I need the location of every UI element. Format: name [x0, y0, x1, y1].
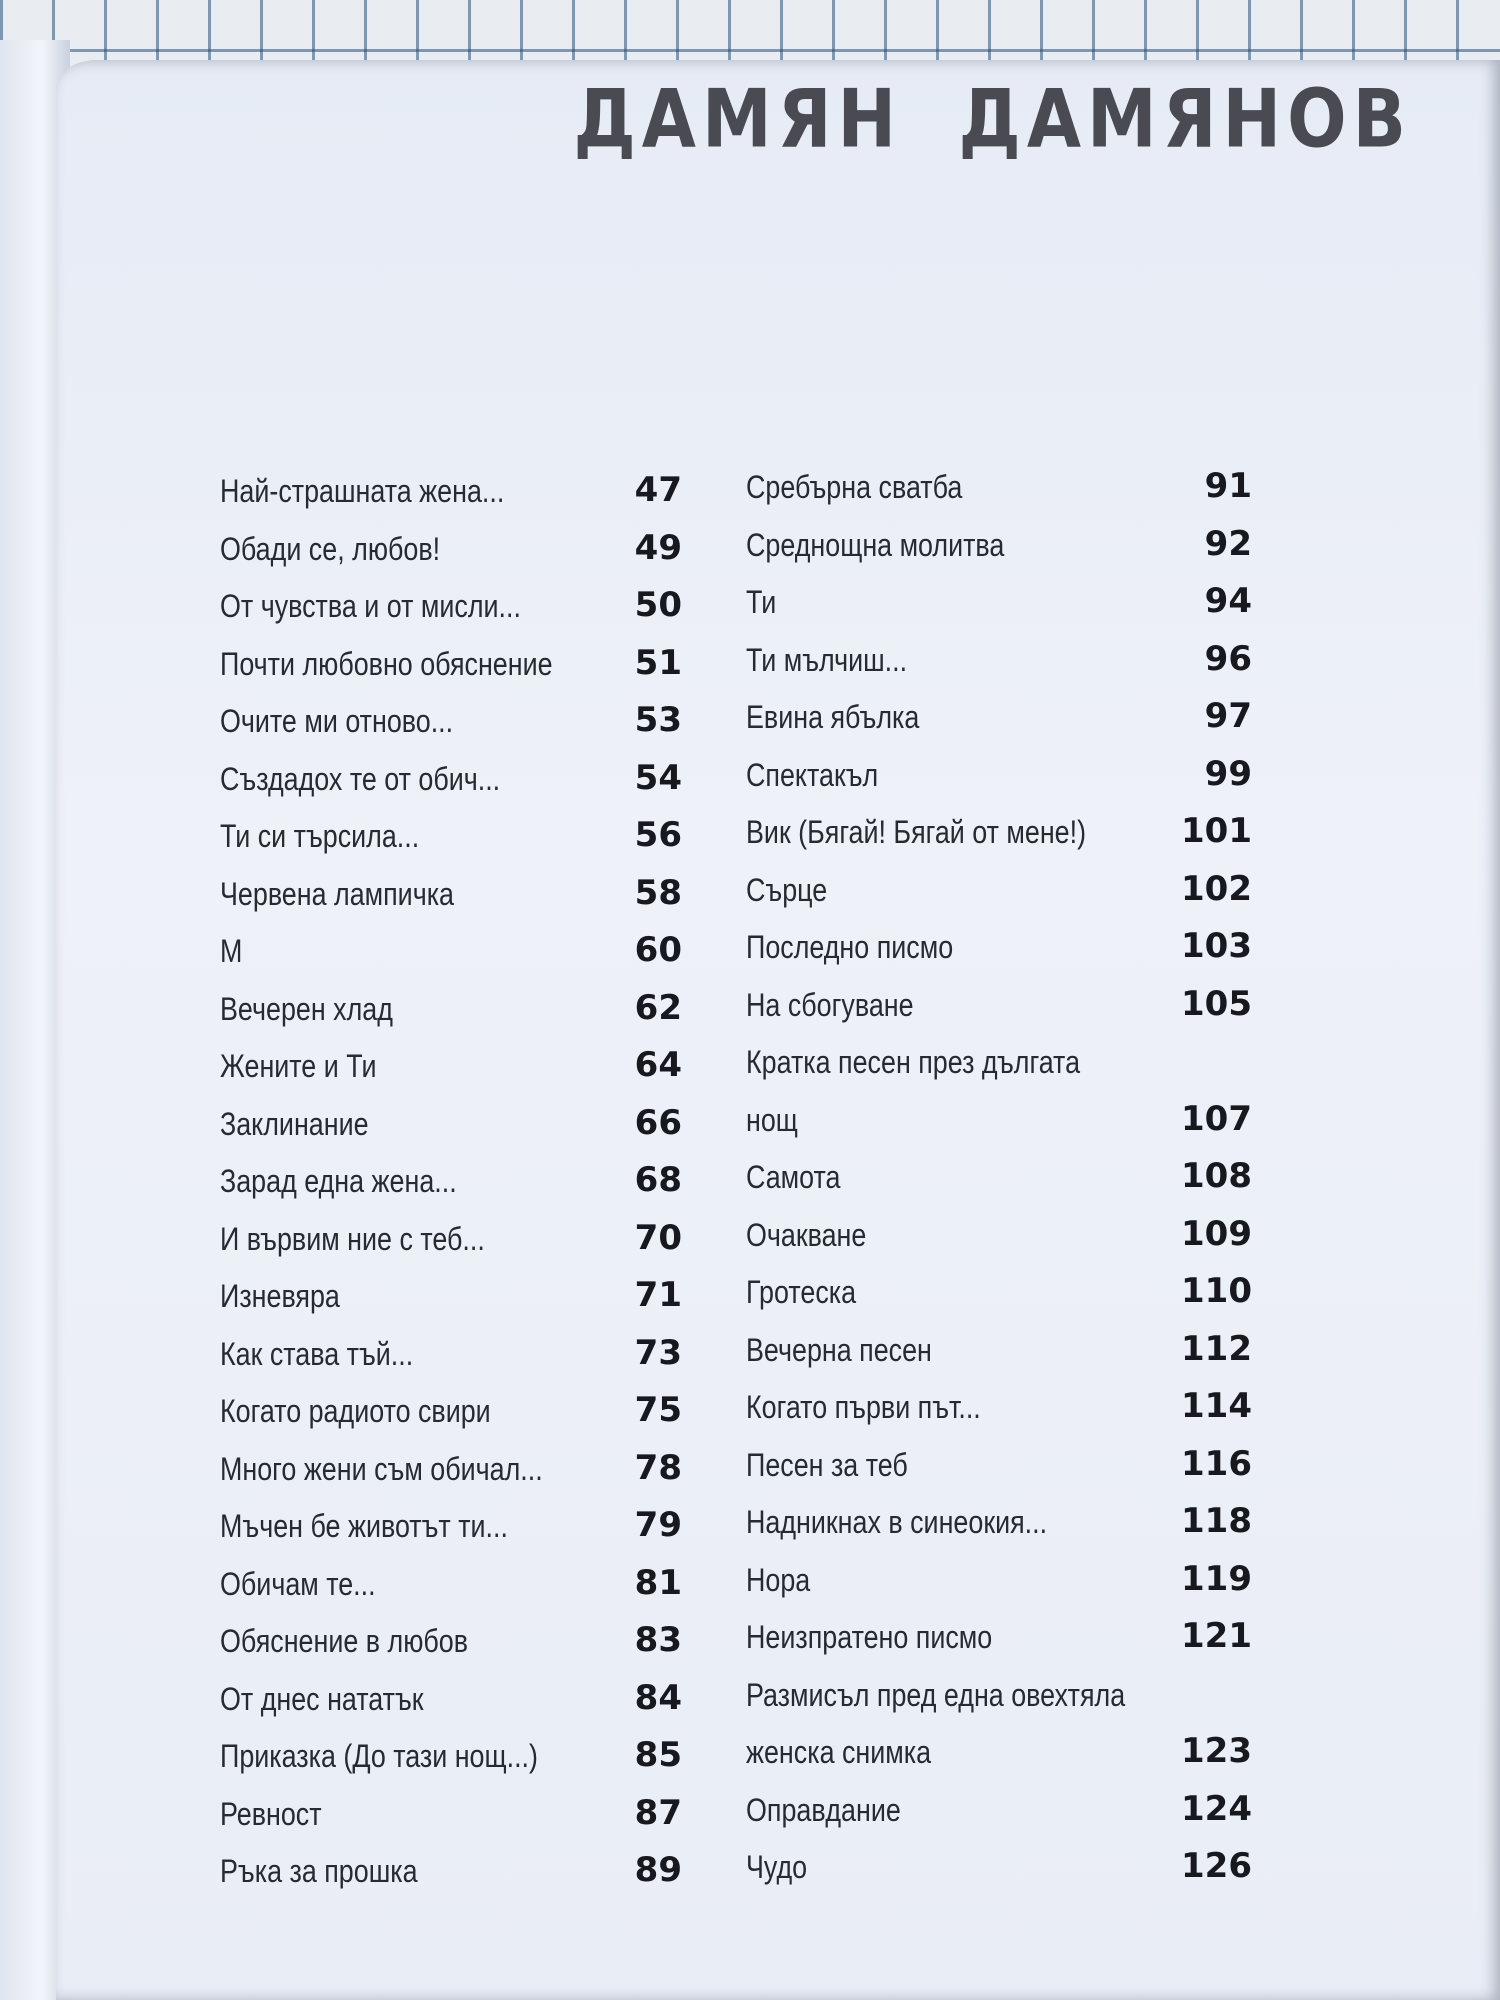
toc-entry: [220, 1329, 682, 1379]
toc-entry-page: 94: [1204, 581, 1252, 621]
toc-entry: [746, 1497, 1252, 1547]
toc-entry-title: Много жени съм обичал...: [220, 1450, 543, 1487]
toc-entry-page: 70: [634, 1217, 682, 1258]
toc-entry-title: Кратка песен през дългата: [746, 1044, 1081, 1080]
toc-entry-page: 109: [1181, 1213, 1252, 1254]
toc-entry-title: Сребърна сватба: [746, 469, 963, 505]
toc-entry-page: 103: [1181, 926, 1252, 966]
toc-entry-title: На сбогуване: [746, 986, 914, 1023]
toc-entry-page: 49: [634, 527, 682, 568]
toc-entry: [220, 1616, 682, 1666]
toc-entry-page: 107: [1181, 1098, 1252, 1139]
toc-entry-title: Заклинание: [220, 1105, 369, 1142]
toc-entry-title: Спектакъл: [746, 756, 879, 793]
toc-entry: [746, 1440, 1252, 1490]
toc-entry-title: Очите ми отново...: [220, 703, 454, 739]
toc-entry-title: Как става тъй...: [220, 1335, 414, 1372]
toc-entry-page: 89: [634, 1850, 682, 1890]
toc-entry-title: Обади се, любов!: [220, 530, 441, 567]
toc-entry: [746, 865, 1252, 915]
toc-entry-title: Обичам те...: [220, 1565, 376, 1602]
toc-entry-page: 96: [1204, 638, 1252, 679]
toc-entry: [746, 462, 1252, 512]
toc-entry-title: Евина ябълка: [746, 699, 920, 735]
toc-entry-title: Среднощна молитва: [746, 526, 1005, 563]
toc-entry-page: 75: [634, 1390, 682, 1430]
toc-entry: [746, 922, 1252, 972]
toc-entry-title: Песен за теб: [746, 1446, 908, 1483]
toc-entry-title: Сърце: [746, 871, 828, 908]
toc-entry: [746, 807, 1252, 857]
toc-entry-title: Последно писмо: [746, 929, 954, 965]
toc-entry: [220, 1501, 682, 1551]
toc-entry-title: От чувства и от мисли...: [220, 588, 521, 624]
toc-entry: [220, 524, 682, 574]
toc-entry-title: женска снимка: [746, 1734, 932, 1770]
toc-entry-page: 101: [1181, 811, 1252, 851]
toc-entry: [220, 926, 682, 976]
toc-entry-title: Ти: [746, 584, 777, 620]
toc-entry-page: 81: [634, 1562, 682, 1603]
toc-entry-page: 99: [1204, 753, 1252, 794]
toc-entry-page: 71: [634, 1275, 682, 1315]
toc-entry-title: Ти си търсила...: [220, 818, 420, 854]
toc-entry-page: 78: [634, 1447, 682, 1488]
toc-entry-page: 56: [634, 815, 682, 855]
toc-entry-title: Обяснение в любов: [220, 1623, 468, 1659]
toc-entry: [220, 1559, 682, 1609]
toc-entry: [746, 577, 1252, 627]
toc-entry-page: 91: [1204, 466, 1252, 506]
toc-entry-title: Когато първи път...: [746, 1389, 981, 1425]
toc-entry-title: М: [220, 933, 243, 969]
toc-entry: [220, 869, 682, 919]
toc-entry: [746, 1555, 1252, 1605]
toc-entry-title: Създадох те от обич...: [220, 760, 501, 797]
toc-entry-title: От днес нататък: [220, 1680, 424, 1717]
toc-entry-title: Надникнах в синеокия...: [746, 1504, 1048, 1540]
toc-left-column: [220, 466, 682, 1926]
toc-entry: [220, 581, 682, 631]
toc-entry-title: Вечерна песен: [746, 1331, 932, 1368]
toc-entry: [220, 696, 682, 746]
toc-entry-page: 58: [634, 872, 682, 913]
toc-entry-title: Мъчен бе животът ти...: [220, 1508, 508, 1544]
toc-entry: [746, 1095, 1252, 1145]
toc-entry: [746, 635, 1252, 685]
toc-entry: [746, 1842, 1252, 1892]
toc-entry: [746, 1785, 1252, 1835]
toc-entry-page: 62: [634, 987, 682, 1028]
toc-entry-page: 124: [1181, 1788, 1252, 1829]
toc-entry: [220, 754, 682, 804]
toc-entry: [220, 1789, 682, 1839]
toc-entry-title: Най-страшната жена...: [220, 473, 505, 509]
toc-entry-page: 83: [634, 1620, 682, 1660]
toc-entry-title: Гротеска: [746, 1274, 857, 1310]
toc-entry: [746, 1727, 1252, 1777]
toc-entry-page: 119: [1181, 1558, 1252, 1599]
toc-entry: [220, 1444, 682, 1494]
toc-entry-title: Изневяра: [220, 1278, 340, 1314]
toc-entry: [220, 811, 682, 861]
toc-entry-page: 114: [1181, 1386, 1252, 1426]
toc-entry-title: Неизпратено писмо: [746, 1619, 993, 1655]
author-heading: ДАМЯН ДАМЯНОВ: [573, 71, 1412, 167]
toc-entry: [746, 520, 1252, 570]
toc-entry: [220, 639, 682, 689]
toc-entry: [220, 1674, 682, 1724]
toc-entry: [746, 1325, 1252, 1375]
toc-entry-title: Очакване: [746, 1216, 867, 1253]
toc-entry: [746, 1152, 1252, 1202]
toc-entry: [746, 1612, 1252, 1662]
toc-entry-page: 54: [634, 757, 682, 798]
toc-entry-title: Приказка (До тази нощ...): [220, 1738, 538, 1774]
toc-entry-title: Оправдание: [746, 1791, 901, 1828]
toc-entry-page: 51: [634, 642, 682, 683]
toc-entry-title: Зарад една жена...: [220, 1163, 457, 1199]
toc-entry-page: 118: [1181, 1501, 1252, 1541]
toc-entry-page: 79: [634, 1505, 682, 1545]
toc-entry-page: 85: [634, 1735, 682, 1775]
toc-entry-title: Червена лампичка: [220, 875, 454, 912]
toc-entry-page: 73: [634, 1332, 682, 1373]
toc-entry: [746, 692, 1252, 742]
toc-entry-title: Жените и Ти: [220, 1048, 377, 1084]
toc-entry-title: И вървим ние с теб...: [220, 1220, 485, 1257]
toc-entry-page: 53: [634, 700, 682, 740]
toc-entry: [746, 1267, 1252, 1317]
toc-entry: [746, 1382, 1252, 1432]
toc-entry-title: Вик (Бягай! Бягай от мене!): [746, 814, 1087, 850]
toc-entry: [220, 1156, 682, 1206]
toc-entry-page: 84: [634, 1677, 682, 1718]
toc-entry: [220, 1271, 682, 1321]
toc-entry-page: 108: [1181, 1156, 1252, 1196]
toc-entry: [220, 1386, 682, 1436]
toc-entry-page: 102: [1181, 868, 1252, 909]
toc-entry-page: 60: [634, 930, 682, 970]
toc-entry-title: Ревност: [220, 1795, 322, 1832]
toc-entry: [220, 1214, 682, 1264]
toc-entry-page: 105: [1181, 983, 1252, 1024]
toc-entry-page: 112: [1181, 1328, 1252, 1369]
toc-entry: [220, 1731, 682, 1781]
toc-entry-page: 92: [1204, 523, 1252, 564]
toc-entry-title: Ръка за прошка: [220, 1853, 418, 1889]
toc-entry-page: 97: [1204, 696, 1252, 736]
toc-entry-page: 110: [1181, 1271, 1252, 1311]
toc-entry: [746, 750, 1252, 800]
toc-entry-title: Почти любовно обяснение: [220, 645, 553, 682]
toc-entry-title: Нора: [746, 1561, 811, 1598]
toc-entry-page: 47: [634, 470, 682, 510]
toc-entry-title: Чудо: [746, 1849, 808, 1885]
toc-entry-title: нощ: [746, 1101, 798, 1138]
toc-entry-page: 64: [634, 1045, 682, 1085]
toc-entry-title: Размисъл пред една овехтяла: [746, 1676, 1126, 1713]
toc-entry: [220, 1846, 682, 1896]
toc-entry-title: Ти мълчиш...: [746, 641, 908, 678]
toc-entry: [746, 1670, 1252, 1720]
toc-entry-page: 87: [634, 1792, 682, 1833]
toc-entry-title: Самота: [746, 1159, 841, 1195]
toc-entry-page: 68: [634, 1160, 682, 1200]
toc-entry-page: 121: [1181, 1616, 1252, 1656]
toc-entry-title: Вечерен хлад: [220, 990, 393, 1027]
toc-entry: [746, 1210, 1252, 1260]
toc-entry-page: 50: [634, 585, 682, 625]
toc-entry-page: 123: [1181, 1731, 1252, 1771]
toc-entry: [220, 1041, 682, 1091]
toc-entry-page: 66: [634, 1102, 682, 1143]
toc-entry: [220, 1099, 682, 1149]
toc-right-column: [746, 462, 1252, 1922]
toc-entry: [220, 984, 682, 1034]
toc-entry: [746, 980, 1252, 1030]
toc-entry-page: 126: [1181, 1846, 1252, 1886]
toc-entry: [746, 1037, 1252, 1087]
toc-entry: [220, 466, 682, 516]
toc-entry-title: Когато радиото свири: [220, 1393, 491, 1429]
toc-entry-page: 116: [1181, 1443, 1252, 1484]
